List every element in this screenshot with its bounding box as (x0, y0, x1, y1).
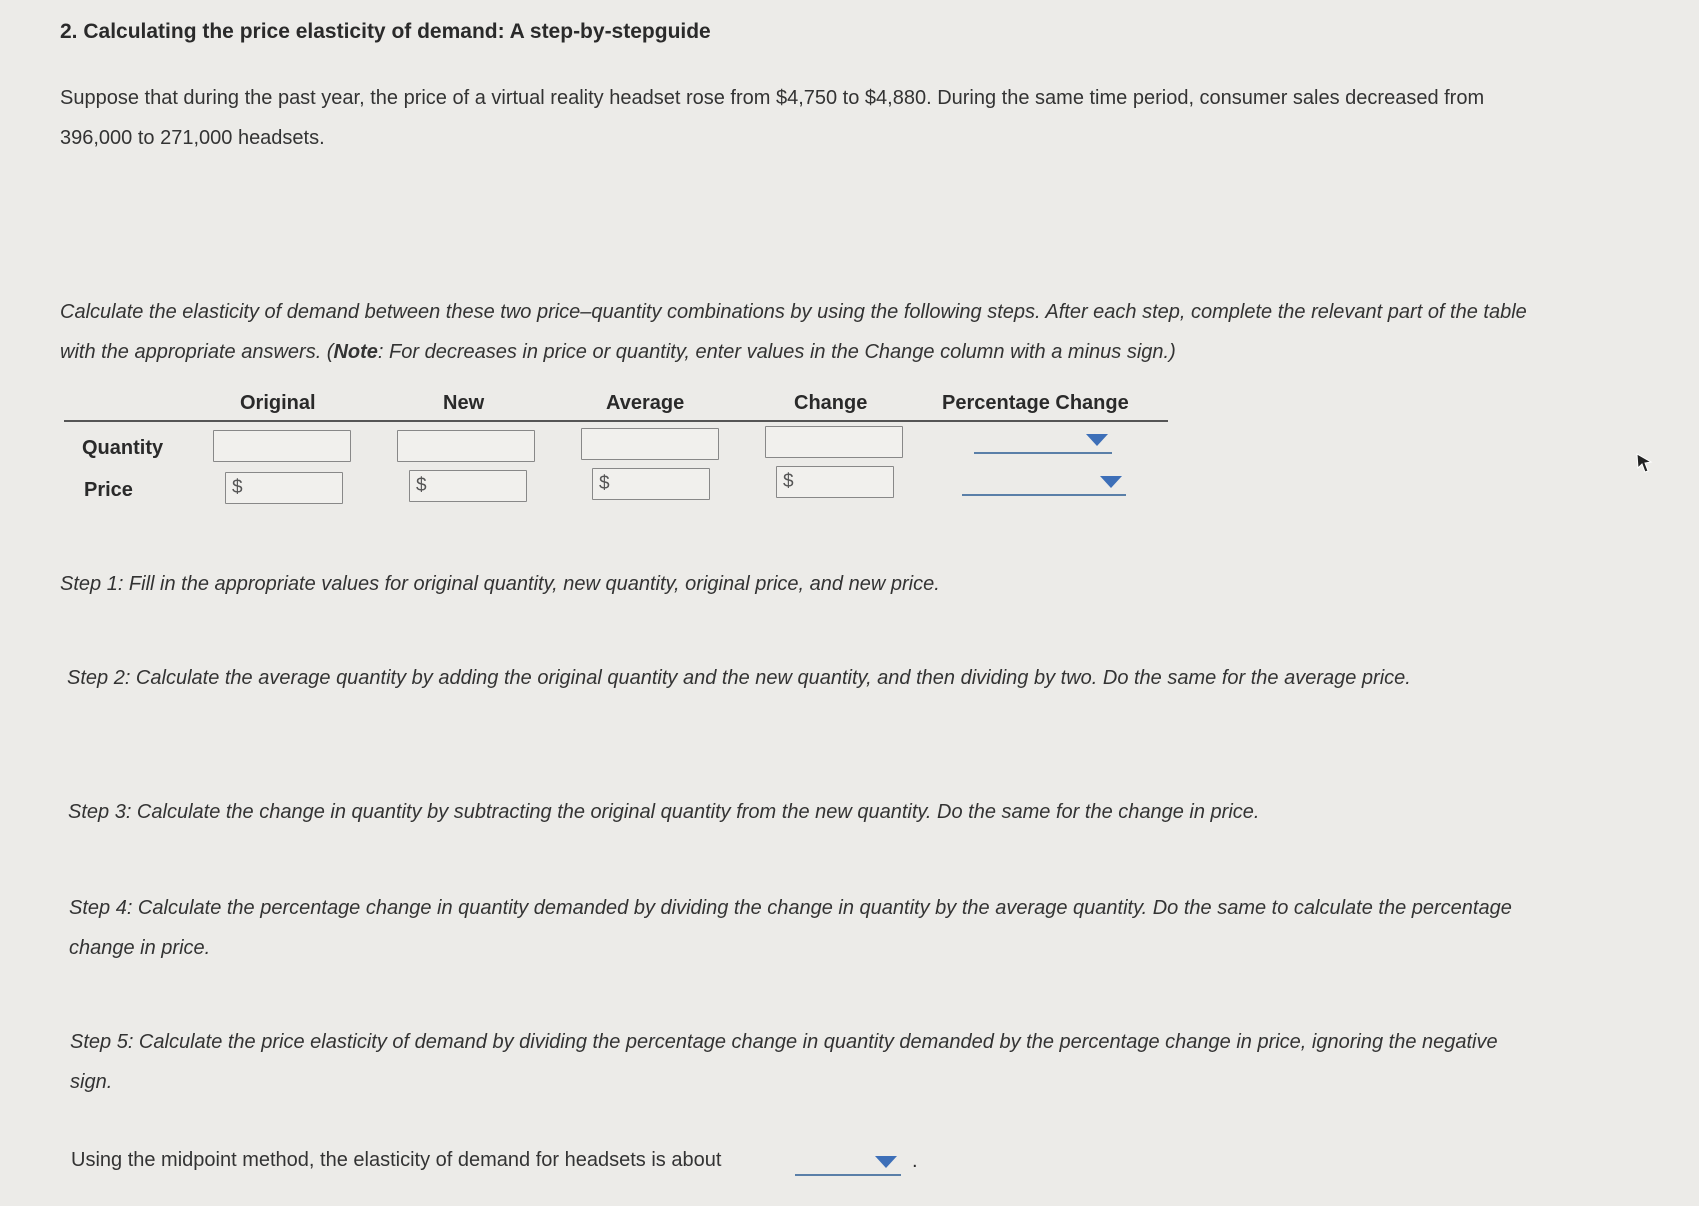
price-original-input[interactable] (225, 472, 343, 504)
chevron-down-icon (1086, 434, 1108, 446)
instructions-pre: Calculate the elasticity of demand between these two price–quantity combinations by using the following steps. After each step, complete the relevant part of the table with the appropriate answers. ( (60, 301, 1527, 363)
chevron-down-icon (1100, 476, 1122, 488)
step-2: Step 2: Calculate the average quantity by adding the original quantity and the new quantity, and then dividing by two. Do the same for the average price. (67, 667, 1411, 689)
conclusion-period: . (912, 1150, 918, 1172)
currency-symbol: $ (416, 475, 427, 496)
price-new-input[interactable] (409, 470, 527, 502)
step-4: Step 4: Calculate the percentage change in quantity demanded by dividing the change in quantity by the average quantity. Do the same to calculate the percentage change in price. (69, 897, 1512, 959)
question-title: 2. Calculating the price elasticity of demand: A step-by-stepguide (60, 20, 711, 43)
mouse-pointer-icon (1635, 452, 1655, 474)
currency-symbol: $ (232, 477, 243, 498)
header-average: Average (606, 392, 685, 414)
header-change: Change (794, 392, 868, 414)
header-divider (64, 420, 1168, 422)
quantity-average-input[interactable] (581, 428, 719, 460)
currency-symbol: $ (783, 471, 794, 492)
header-original: Original (240, 392, 316, 414)
conclusion-text: Using the midpoint method, the elasticity of demand for headsets is about (71, 1149, 722, 1171)
intro-paragraph: Suppose that during the past year, the price of a virtual reality headset rose from $4,750 to $4,880. During the same time period, consumer sales decreased from 396,000 to 271,000 headsets. (60, 87, 1485, 149)
quantity-change-input[interactable] (765, 426, 903, 458)
price-change-input[interactable] (776, 466, 894, 498)
currency-symbol: $ (599, 473, 610, 494)
quantity-original-input[interactable] (213, 430, 351, 462)
header-new: New (443, 392, 485, 414)
elasticity-dropdown[interactable] (795, 1154, 901, 1176)
step-3: Step 3: Calculate the change in quantity by subtracting the original quantity from the new quantity. Do the same for the change in price. (68, 801, 1260, 823)
instructions-paragraph (60, 292, 1540, 372)
instructions-post: : For decreases in price or quantity, enter values in the Change column with a minus sign.) (377, 341, 1176, 363)
price-percentage-change-dropdown[interactable] (962, 474, 1126, 496)
header-percentage-change: Percentage Change (942, 392, 1129, 414)
row-label-quantity: Quantity (82, 437, 164, 459)
step-1: Step 1: Fill in the appropriate values for original quantity, new quantity, original price, and new price. (60, 573, 940, 595)
quantity-percentage-change-dropdown[interactable] (974, 432, 1112, 454)
instructions-note: Note (333, 341, 378, 363)
chevron-down-icon (875, 1156, 897, 1168)
quantity-new-input[interactable] (397, 430, 535, 462)
price-average-input[interactable] (592, 468, 710, 500)
step-5: Step 5: Calculate the price elasticity of demand by dividing the percentage change in quantity demanded by the percentage change in price, ignoring the negative sign. (70, 1031, 1498, 1093)
row-label-price: Price (84, 479, 133, 501)
